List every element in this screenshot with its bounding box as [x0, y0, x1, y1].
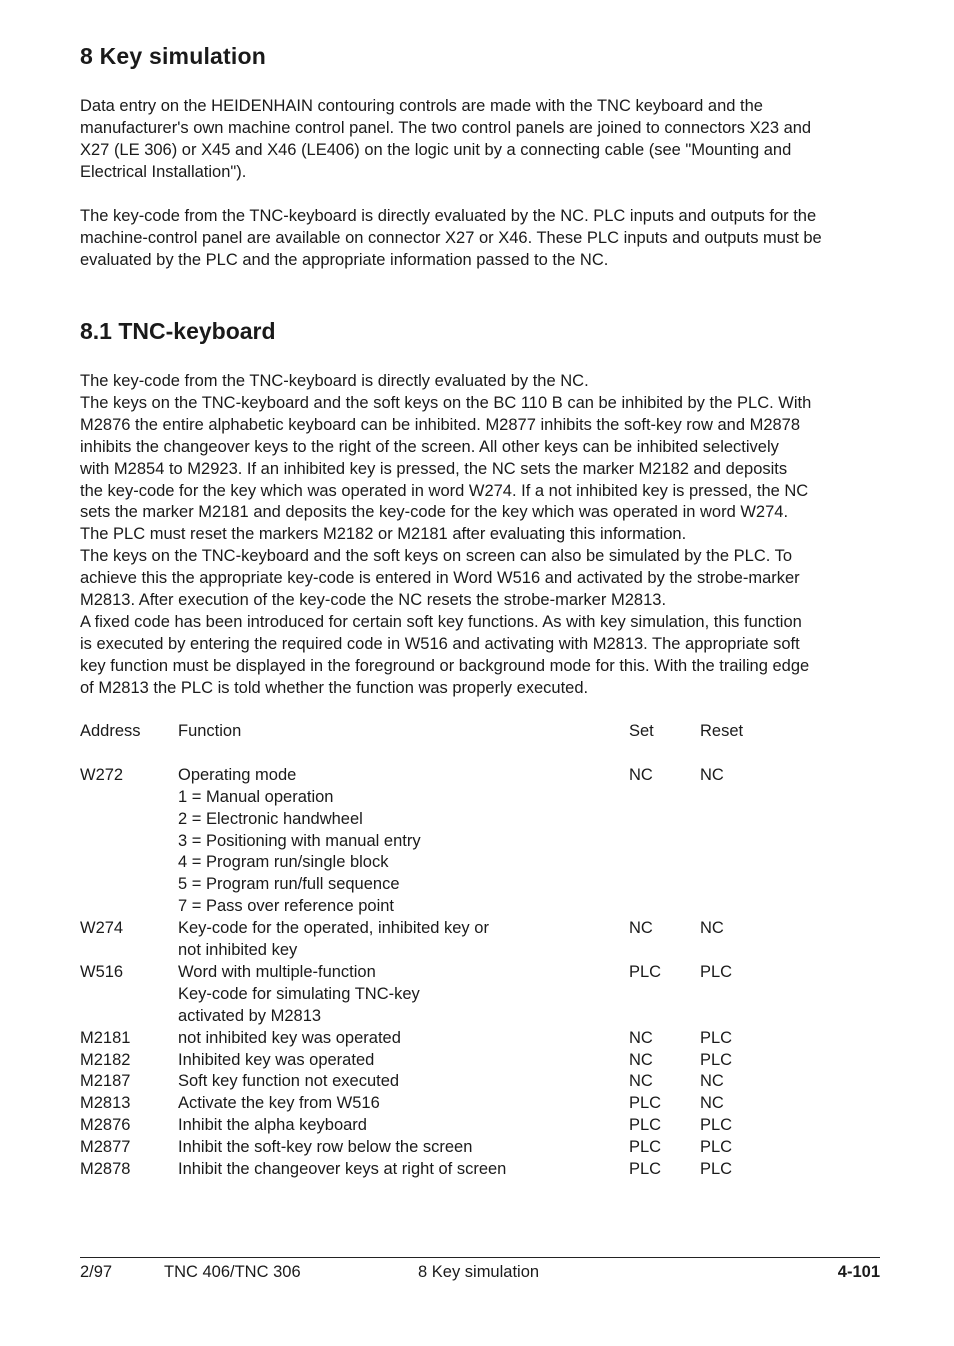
intro-line: X27 (LE 306) or X45 and X46 (LE406) on the logic unit by a connecting cable (see "Mounting and: [80, 140, 792, 159]
set-cell: PLC: [629, 1138, 662, 1157]
set-cell: PLC: [629, 962, 662, 981]
reset-cell: [700, 984, 780, 1006]
function-cell: Word with multiple-function: [178, 962, 376, 981]
intro-line: machine-control panel are available on connector X27 or X46. These PLC inputs and outputs must be: [80, 228, 822, 247]
section-heading: 8.1 TNC-keyboard: [80, 318, 276, 344]
table-row: [80, 984, 780, 1006]
function-cell: 7 = Pass over reference point: [178, 897, 394, 916]
address-cell: W516: [80, 962, 124, 981]
set-cell: [629, 787, 700, 809]
table-row: [80, 1115, 780, 1137]
address-cell: M2878: [80, 1160, 131, 1179]
set-cell: [629, 874, 700, 896]
footer-page-number: 4-101: [837, 1263, 880, 1281]
set-cell: [629, 940, 700, 962]
set-cell: PLC: [629, 1094, 662, 1113]
reset-cell: PLC: [700, 1138, 733, 1157]
function-cell: not inhibited key was operated: [178, 1028, 401, 1047]
function-cell: Key-code for simulating TNC-key: [178, 984, 420, 1003]
reset-cell: PLC: [700, 962, 733, 981]
intro-paragraph-2: [80, 206, 880, 272]
set-cell: PLC: [629, 1160, 662, 1179]
reset-cell: PLC: [700, 1050, 733, 1069]
intro-line: evaluated by the PLC and the appropriate information passed to the NC.: [80, 250, 609, 269]
function-cell: Inhibit the soft-key row below the screen: [178, 1138, 473, 1157]
table-row: [80, 1071, 780, 1093]
table-row: [80, 809, 780, 831]
function-cell: 3 = Positioning with manual entry: [178, 831, 421, 850]
address-cell: [80, 896, 178, 918]
reset-cell: PLC: [700, 1116, 733, 1135]
footer-rule: [80, 1257, 880, 1258]
section-line: of M2813 the PLC is told whether the function was properly executed.: [80, 678, 589, 697]
section-line: The key-code from the TNC-keyboard is directly evaluated by the NC.: [80, 372, 589, 390]
table-row: [80, 1159, 780, 1181]
set-cell: NC: [629, 1072, 653, 1091]
address-cell: W274: [80, 919, 124, 938]
reset-cell: [700, 852, 780, 874]
footer-date: 2/97: [80, 1263, 113, 1281]
set-cell: [629, 1006, 700, 1028]
table-row: [80, 918, 780, 940]
column-header: Address: [80, 722, 141, 740]
section-line: The keys on the TNC-keyboard and the soft keys on screen can also be simulated by the PLC. To: [80, 547, 793, 566]
intro-line: Data entry on the HEIDENHAIN contouring controls are made with the TNC keyboard and the: [80, 97, 763, 115]
section-line: sets the marker M2181 and deposits the key-code for the key which was operated in word W274.: [80, 503, 789, 522]
section-line: the key-code for the key which was operated in word W274. If a not inhibited key is pressed, the NC: [80, 481, 809, 500]
function-cell: not inhibited key: [178, 941, 298, 960]
table-row: [80, 852, 780, 874]
table-row: [80, 962, 780, 984]
address-cell: M2877: [80, 1138, 131, 1157]
set-cell: NC: [629, 765, 653, 784]
address-cell: [80, 984, 178, 1006]
address-cell: [80, 809, 178, 831]
address-cell: M2182: [80, 1050, 131, 1069]
set-cell: [629, 984, 700, 1006]
function-cell: 1 = Manual operation: [178, 787, 334, 806]
reset-cell: [700, 874, 780, 896]
table-row: [80, 831, 780, 853]
table-row: [80, 1050, 780, 1072]
section-line: achieve this the appropriate key-code is entered in Word W516 and activated by the strobe-marker: [80, 569, 800, 588]
column-header: Set: [629, 722, 654, 740]
section-line: M2876 the entire alphabetic keyboard can be inhibited. M2877 inhibits the soft-key row and M2878: [80, 415, 801, 434]
set-cell: [629, 896, 700, 918]
reset-cell: PLC: [700, 1160, 733, 1179]
reset-cell: [700, 940, 780, 962]
function-cell: Inhibited key was operated: [178, 1050, 375, 1069]
table-row: [80, 1093, 780, 1115]
table-row: [80, 896, 780, 918]
function-cell: 4 = Program run/single block: [178, 853, 389, 872]
reset-cell: PLC: [700, 1028, 733, 1047]
reset-cell: NC: [700, 1072, 724, 1091]
address-cell: [80, 1006, 178, 1028]
address-cell: M2813: [80, 1094, 131, 1113]
set-cell: NC: [629, 1050, 653, 1069]
function-cell: Activate the key from W516: [178, 1094, 380, 1113]
function-cell: 5 = Program run/full sequence: [178, 875, 400, 894]
table-row: [80, 787, 780, 809]
address-cell: M2876: [80, 1116, 131, 1135]
column-header: Function: [178, 722, 242, 740]
set-cell: [629, 809, 700, 831]
footer-chapter: 8 Key simulation: [418, 1263, 540, 1281]
address-cell: [80, 831, 178, 853]
table-row: [80, 940, 780, 962]
address-cell: [80, 787, 178, 809]
table-row: [80, 765, 780, 787]
address-cell: M2181: [80, 1028, 131, 1047]
reset-cell: [700, 896, 780, 918]
function-cell: Operating mode: [178, 765, 297, 784]
section-body: [80, 371, 880, 700]
section-line: key function must be displayed in the foreground or background mode for this. With the trailing edge: [80, 656, 810, 675]
table-row: [80, 1028, 780, 1050]
table-spacer: [80, 743, 780, 765]
table-row: [80, 1137, 780, 1159]
section-line: inhibits the changeover keys to the right of the screen. All other keys can be inhibited selectively: [80, 437, 779, 456]
footer-model: TNC 406/TNC 306: [164, 1263, 301, 1281]
section-line: A fixed code has been introduced for certain soft key functions. As with key simulation, this function: [80, 612, 802, 631]
address-cell: [80, 874, 178, 896]
address-cell: M2187: [80, 1072, 131, 1091]
section-line: is executed by entering the required code in W516 and activating with M2813. The appropriate soft: [80, 634, 800, 653]
section-line: M2813. After execution of the key-code the NC resets the strobe-marker M2813.: [80, 591, 667, 610]
function-cell: activated by M2813: [178, 1006, 322, 1025]
function-cell: Key-code for the operated, inhibited key or: [178, 919, 489, 938]
set-cell: NC: [629, 919, 653, 938]
set-cell: PLC: [629, 1116, 662, 1135]
chapter-heading: 8 Key simulation: [80, 43, 266, 69]
table-header-row: [80, 721, 780, 743]
reset-cell: NC: [700, 1094, 724, 1113]
function-cell: Soft key function not executed: [178, 1072, 400, 1091]
reset-cell: [700, 831, 780, 853]
section-line: with M2854 to M2923. If an inhibited key is pressed, the NC sets the marker M2182 and deposits: [80, 459, 788, 478]
table-row: [80, 1006, 780, 1028]
reset-cell: [700, 1006, 780, 1028]
intro-line: manufacturer's own machine control panel. The two control panels are joined to connectors X23 and: [80, 118, 812, 137]
section-line: The keys on the TNC-keyboard and the soft keys on the BC 110 B can be inhibited by the PLC. With: [80, 393, 812, 412]
address-cell: W272: [80, 765, 124, 784]
address-cell: [80, 852, 178, 874]
reset-cell: [700, 787, 780, 809]
intro-line: The key-code from the TNC-keyboard is directly evaluated by the NC. PLC inputs and outputs for the: [80, 207, 817, 225]
address-cell: [80, 940, 178, 962]
reset-cell: NC: [700, 919, 724, 938]
column-header: Reset: [700, 722, 744, 740]
table-row: [80, 874, 780, 896]
section-line: The PLC must reset the markers M2182 or M2181 after evaluating this information.: [80, 525, 687, 544]
reset-cell: NC: [700, 765, 724, 784]
function-cell: 2 = Electronic handwheel: [178, 809, 363, 828]
set-cell: NC: [629, 1028, 653, 1047]
function-cell: Inhibit the changeover keys at right of screen: [178, 1160, 507, 1179]
address-table: [80, 721, 780, 1181]
intro-line: Electrical Installation").: [80, 162, 247, 181]
function-cell: Inhibit the alpha keyboard: [178, 1116, 367, 1135]
intro-paragraph-1: [80, 96, 880, 184]
set-cell: [629, 852, 700, 874]
set-cell: [629, 831, 700, 853]
reset-cell: [700, 809, 780, 831]
